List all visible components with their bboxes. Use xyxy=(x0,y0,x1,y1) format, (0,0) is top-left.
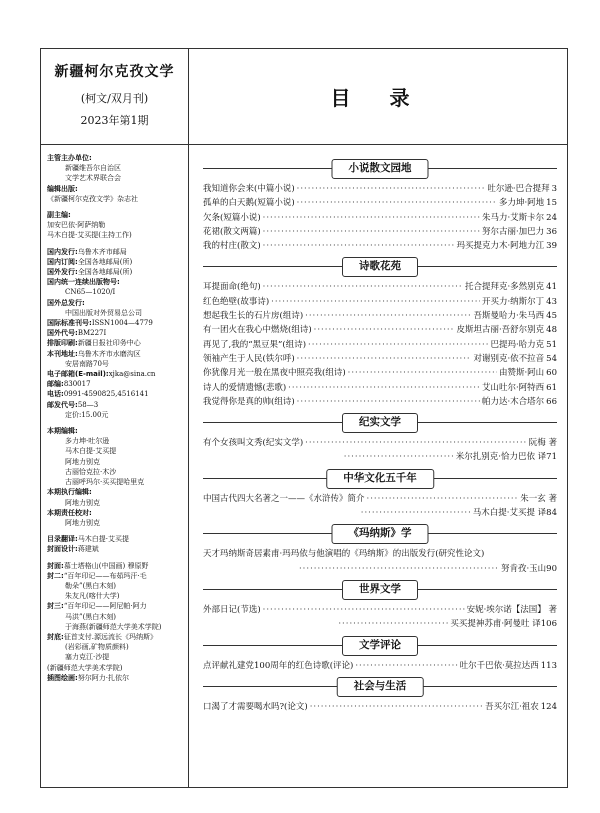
toc-page xyxy=(40,48,568,788)
section-title: 社会与生活 xyxy=(337,677,424,697)
entry-page: 48 xyxy=(546,325,557,336)
leader-dots xyxy=(355,659,457,673)
toc-entry-line xyxy=(203,323,557,337)
colophon-row xyxy=(47,369,188,379)
colophon-value: BM227I xyxy=(77,329,107,338)
toc-entry-line xyxy=(203,225,557,239)
section-header xyxy=(203,677,557,697)
magazine-header xyxy=(41,49,188,145)
entry-page: 24 xyxy=(546,212,557,223)
colophon-value: 古丽呼玛尔·买买提哈里克 xyxy=(65,478,145,487)
colophon-label: 邮发代号: xyxy=(47,400,78,409)
entry-translator: 买买提神苏甫·阿曼吐 译106 xyxy=(450,619,557,630)
entry-title: 孤单的白天鹅(短篇小说) xyxy=(203,198,295,209)
leader-dots xyxy=(263,239,455,253)
section-title: 世界文学 xyxy=(342,580,418,600)
sidebar xyxy=(41,49,189,787)
entry-page: 41 xyxy=(546,282,557,293)
magazine-subtitle: (柯文/双月刊) xyxy=(80,92,149,105)
toc-entry-line xyxy=(203,309,557,323)
entry-title: 有一团火在我心中燃烧(组诗) xyxy=(203,325,312,336)
toc-entry[interactable] xyxy=(203,700,557,714)
entry-author: 吐尔逊·巴合提拜 xyxy=(487,184,550,194)
toc-entry-line xyxy=(203,381,557,395)
toc-entry[interactable] xyxy=(203,436,557,465)
entry-author: 玛买提克力木·阿地力江 xyxy=(456,241,545,252)
entry-title: 我知道你会来(中篇小说) xyxy=(203,184,295,194)
colophon-label: 本期执行编辑: xyxy=(47,488,92,497)
entry-title: 耳提面命(绝句) xyxy=(203,282,261,293)
colophon-row xyxy=(47,220,188,230)
entry-page: 61 xyxy=(546,382,557,393)
toc-entry-line xyxy=(203,366,557,380)
colophon-row xyxy=(47,277,188,287)
colophon-value: 马木白提·艾买提(主持工作) xyxy=(47,231,132,240)
colophon-label: 电话: xyxy=(47,390,64,399)
toc-title: 目 录 xyxy=(189,49,567,145)
entry-author: 朱马力·艾斯卡尔 xyxy=(481,212,545,223)
entry-author: 阮梅 著 xyxy=(528,438,557,449)
colophon-row xyxy=(47,612,188,622)
leader-dots xyxy=(310,700,483,714)
colophon-label: 国外代号: xyxy=(47,329,78,338)
entry-page: 66 xyxy=(546,396,557,407)
colophon-value: 马木白提·艾买提 xyxy=(65,447,117,456)
entry-title: 你犹像月光一般在黑夜中照亮我(组诗) xyxy=(203,368,346,379)
entry-translator-line xyxy=(203,506,557,520)
entry-title: 欠条(短篇小说) xyxy=(203,212,261,223)
colophon-row xyxy=(47,518,188,528)
entry-title: 外部日记(节选) xyxy=(203,604,261,615)
entry-author: 托合提拜克·多然别克 xyxy=(464,282,545,293)
colophon-row xyxy=(47,544,188,554)
colophon-label: 封二: xyxy=(47,571,64,580)
colophon-value: 安居南路70号 xyxy=(65,359,109,368)
entry-translator-line xyxy=(203,450,557,464)
section-header xyxy=(203,413,557,433)
colophon-row xyxy=(47,571,188,581)
toc-sections xyxy=(189,145,567,714)
colophon-row xyxy=(47,410,188,420)
toc-entry[interactable] xyxy=(203,211,557,225)
colophon-row xyxy=(47,446,188,456)
toc-entry[interactable] xyxy=(203,225,557,239)
colophon-row xyxy=(47,632,188,642)
leader-dots xyxy=(305,436,527,450)
colophon-value: 全国各地邮局(所) xyxy=(77,268,133,277)
colophon-row xyxy=(47,247,188,257)
toc-entry[interactable] xyxy=(203,366,557,380)
colophon-label: 本刊地址: xyxy=(47,349,78,358)
leader-dots xyxy=(299,562,499,576)
entry-page: 54 xyxy=(546,353,557,364)
colophon-row xyxy=(47,153,188,163)
colophon-value: 新疆维吾尔自治区 xyxy=(65,164,121,173)
colophon-row xyxy=(47,359,188,369)
colophon-value: 830017 xyxy=(63,380,91,389)
toc-entry-line xyxy=(203,700,557,714)
section-header xyxy=(203,580,557,600)
magazine-issue: 2023年第1期 xyxy=(80,114,149,127)
entry-page: 124 xyxy=(540,701,557,712)
colophon-row xyxy=(47,561,188,571)
colophon-value: 征首支付.源远流长《玛纳斯》 xyxy=(63,632,158,641)
section-title: 文学评论 xyxy=(342,636,418,656)
colophon-label: 国外发行: xyxy=(47,268,78,277)
colophon-row xyxy=(47,194,188,204)
entry-title: 诗人的爱情遗憾(悲歌) xyxy=(203,382,287,393)
colophon-label: 国内发行: xyxy=(47,247,78,256)
entry-page: 113 xyxy=(540,660,557,671)
toc-entry-line xyxy=(203,196,557,210)
entry-title: 点评献礼建党100周年的红色诗歌(评论) xyxy=(203,660,354,671)
colophon-label: 电子邮箱(E-mail): xyxy=(47,370,109,379)
leader-dots xyxy=(263,280,463,294)
leader-dots xyxy=(288,381,480,395)
colophon-label: 副主编: xyxy=(47,211,71,220)
toc-entry[interactable] xyxy=(203,323,557,337)
leader-dots xyxy=(297,196,497,210)
entry-page: 3 xyxy=(551,184,557,194)
colophon-value: 勒朵”(黑白木刻) xyxy=(65,581,117,590)
colophon-value: 朱友凡(喀什大学) xyxy=(65,592,120,601)
colophon-label: 排版印刷: xyxy=(47,339,78,348)
entry-page: 60 xyxy=(546,368,557,379)
section-title: 《玛纳斯》学 xyxy=(332,524,429,544)
toc-entry-line xyxy=(203,352,557,366)
entry-title: 口渴了才需要喝水吗?(论文) xyxy=(203,701,308,712)
toc-entry[interactable] xyxy=(203,659,557,673)
entry-translator: 努肯孜·玉山90 xyxy=(500,563,557,574)
leader-dots xyxy=(271,295,480,309)
colophon-label: 封三: xyxy=(47,602,64,611)
toc-entry-line xyxy=(203,338,557,352)
colophon-value: “百年印记——阿尼帕·阿力 xyxy=(63,602,147,611)
colophon-row xyxy=(47,498,188,508)
colophon-value: 马木白提·艾买提 xyxy=(77,535,130,544)
colophon-row xyxy=(47,287,188,297)
entry-page: 45 xyxy=(546,311,557,322)
entry-author: 艾山吐尔·阿特西 xyxy=(481,382,545,393)
section-header xyxy=(203,524,557,544)
colophon-label: 国内订阅: xyxy=(47,257,78,266)
colophon-value: 马洪”(黑白木刻) xyxy=(65,612,117,621)
colophon-row xyxy=(47,328,188,338)
colophon-label: 国内统一连续出版物号: xyxy=(47,278,120,287)
entry-page: 43 xyxy=(546,296,557,307)
section-title: 诗歌花苑 xyxy=(342,257,418,277)
entry-page: 36 xyxy=(546,226,557,237)
entry-author: 努尔古丽·加巴力 xyxy=(481,226,545,237)
toc-entry-line xyxy=(203,547,557,561)
entry-title: 天才玛纳斯奇居素甫·玛玛依与他演唱的《玛纳斯》的出版发行(研究性论文) xyxy=(203,549,485,560)
colophon-label: 主管主办单位: xyxy=(47,154,92,162)
colophon-label: 国际标准刊号: xyxy=(47,319,92,328)
entry-author: 朱一玄 著 xyxy=(520,493,557,504)
leader-dots xyxy=(367,492,519,506)
section-title: 中华文化五千年 xyxy=(326,469,434,489)
leader-dots xyxy=(344,450,454,464)
entry-translator: 马木白提·艾买提 译84 xyxy=(472,508,557,519)
colophon-row xyxy=(47,257,188,267)
toc-entry-line xyxy=(203,436,557,450)
leader-dots xyxy=(305,309,471,323)
colophon-value: 0991-4590825,4516141 xyxy=(63,390,149,399)
colophon xyxy=(41,145,188,683)
colophon-value: xjka@sina.cn xyxy=(108,370,156,379)
colophon-row xyxy=(47,426,188,436)
entry-title: 中国古代四大名著之一——《水浒传》简介 xyxy=(203,493,365,504)
colophon-value: 阿地力别克 xyxy=(65,518,100,527)
colophon-label: 目录翻译: xyxy=(47,535,78,544)
toc-entry[interactable] xyxy=(203,182,557,196)
toc-entry-line xyxy=(203,280,557,294)
toc-entry-line xyxy=(203,295,557,309)
toc-entry[interactable] xyxy=(203,395,557,409)
entry-author: 巴提玛·哈力克 xyxy=(490,339,545,350)
colophon-value: 阿地力别克 xyxy=(65,498,100,507)
colophon-value: 全国各地邮局(所) xyxy=(77,257,133,266)
entry-author: 帕力达·木合塔尔 xyxy=(481,396,545,407)
section-title: 小说散文园地 xyxy=(332,159,429,179)
colophon-value: 定价:15.00元 xyxy=(65,410,109,419)
colophon-row xyxy=(47,308,188,318)
toc-entry-line xyxy=(203,659,557,673)
toc-main xyxy=(189,49,567,787)
colophon-row xyxy=(47,591,188,601)
colophon-label: 国外总发行: xyxy=(47,298,85,307)
leader-dots xyxy=(263,225,480,239)
colophon-row xyxy=(47,673,188,683)
toc-entry[interactable] xyxy=(203,547,557,576)
colophon-label: 封面设计: xyxy=(47,545,78,554)
colophon-row xyxy=(47,534,188,544)
colophon-value: (新疆师范大学美术学院) xyxy=(47,663,123,672)
entry-translator-line xyxy=(203,562,557,576)
entry-title: 我觉得你是真的帅(组诗) xyxy=(203,396,295,407)
colophon-row xyxy=(47,457,188,467)
colophon-row xyxy=(47,210,188,220)
colophon-row xyxy=(47,298,188,308)
entry-translator: 米尔扎别克·恰力巴依 译71 xyxy=(455,452,557,463)
leader-dots xyxy=(297,182,486,196)
colophon-value: 乌鲁木齐市邮局 xyxy=(77,247,127,256)
colophon-row xyxy=(47,436,188,446)
leader-dots xyxy=(263,211,480,225)
colophon-label: 插图绘画: xyxy=(47,673,78,682)
leader-dots xyxy=(361,506,471,520)
colophon-label: 编辑出版: xyxy=(47,184,78,193)
colophon-row xyxy=(47,379,188,389)
entry-author: 吾斯曼哈力·朱马西 xyxy=(473,311,545,322)
colophon-row xyxy=(47,173,188,183)
colophon-value: 古丽恰克拉·木沙 xyxy=(65,467,117,476)
colophon-row xyxy=(47,400,188,410)
entry-title: 花裙(散文两篇) xyxy=(203,226,261,237)
colophon-row xyxy=(47,581,188,591)
colophon-value: 新疆日报社印务中心 xyxy=(77,339,141,348)
section-title: 纪实文学 xyxy=(342,413,418,433)
colophon-value: 《新疆柯尔克孜文学》杂志社 xyxy=(47,194,138,203)
colophon-row xyxy=(47,230,188,240)
toc-entry[interactable] xyxy=(203,352,557,366)
colophon-row xyxy=(47,477,188,487)
leader-dots xyxy=(348,366,497,380)
colophon-row xyxy=(47,652,188,662)
colophon-row xyxy=(47,663,188,673)
colophon-row xyxy=(47,184,188,194)
toc-entry[interactable] xyxy=(203,309,557,323)
colophon-value: 蒋建斌 xyxy=(77,545,99,554)
colophon-row xyxy=(47,622,188,632)
colophon-value: 加安巴依·阿萨纳勒 xyxy=(47,221,106,230)
toc-entry-line xyxy=(203,492,557,506)
toc-entry[interactable] xyxy=(203,338,557,352)
entry-author: 吐尔千巴依·莫拉达西 xyxy=(459,660,539,671)
colophon-value: 慕士塔格山(中国画) 穆原野 xyxy=(63,561,149,570)
colophon-value: 努尔阿力·扎依尔 xyxy=(77,673,130,682)
colophon-label: 本期责任校对: xyxy=(47,508,92,517)
leader-dots xyxy=(297,395,480,409)
colophon-row xyxy=(47,487,188,497)
toc-entry[interactable] xyxy=(203,603,557,632)
colophon-label: 封底: xyxy=(47,632,64,641)
colophon-value: 文学艺术界联合会 xyxy=(65,174,121,183)
colophon-value: CN65—1020/I xyxy=(65,288,116,297)
colophon-value: “百年印记——布茹玛汗·毛 xyxy=(63,571,147,580)
entry-title: 红色绝壁(故事诗) xyxy=(203,296,270,307)
colophon-row xyxy=(47,318,188,328)
toc-entry-line xyxy=(203,182,557,196)
entry-title: 我的村庄(散文) xyxy=(203,241,261,252)
colophon-label: 本期编辑: xyxy=(47,427,78,436)
colophon-value: 阿地力别克 xyxy=(65,457,100,466)
colophon-row xyxy=(47,642,188,652)
entry-page: 39 xyxy=(546,241,557,252)
toc-entry[interactable] xyxy=(203,492,557,521)
entry-author: 皮斯坦古丽·吾舒尔别克 xyxy=(456,325,545,336)
leader-dots xyxy=(314,323,455,337)
colophon-row xyxy=(47,163,188,173)
section-header xyxy=(203,469,557,489)
toc-entry-line xyxy=(203,211,557,225)
colophon-row xyxy=(47,389,188,399)
toc-entry-line xyxy=(203,239,557,253)
leader-dots xyxy=(263,603,465,617)
leader-dots xyxy=(297,352,472,366)
colophon-row xyxy=(47,267,188,277)
leader-dots xyxy=(338,617,448,631)
magazine-title: 新疆柯尔克孜文学 xyxy=(54,64,175,80)
colophon-row xyxy=(47,601,188,611)
colophon-value: 多力坤·吐尔逊 xyxy=(65,437,110,446)
entry-author: 吾买尔江·祖农 xyxy=(485,701,539,712)
entry-author: 安妮·埃尔诺【法国】 著 xyxy=(466,604,557,615)
entry-title: 想起我生长的石片房(组诗) xyxy=(203,311,304,322)
leader-dots xyxy=(308,338,488,352)
toc-entry[interactable] xyxy=(203,381,557,395)
entry-author: 由赞斯·阿山 xyxy=(498,368,545,379)
entry-title: 领袖产生于人民(铁尔呼) xyxy=(203,353,295,364)
toc-entry[interactable] xyxy=(203,239,557,253)
colophon-row xyxy=(47,349,188,359)
entry-author: 对谢别克·依不拉音 xyxy=(473,353,545,364)
toc-entry-line xyxy=(203,603,557,617)
toc-entry[interactable] xyxy=(203,196,557,210)
colophon-value: 58—3 xyxy=(77,400,99,409)
colophon-value: ISSN1004—4779 xyxy=(91,319,153,328)
colophon-label: 邮编: xyxy=(47,380,64,389)
toc-entry-line xyxy=(203,395,557,409)
colophon-row xyxy=(47,508,188,518)
entry-translator-line xyxy=(203,617,557,631)
entry-title: 再见了,我的“黑豆果”(组诗) xyxy=(203,339,307,350)
toc-entry[interactable] xyxy=(203,280,557,294)
entry-author: 开买力·纳斯尔丁 xyxy=(481,296,545,307)
entry-author: 多力坤·阿地 xyxy=(498,198,545,209)
section-header xyxy=(203,257,557,277)
section-header xyxy=(203,636,557,656)
toc-entry[interactable] xyxy=(203,295,557,309)
entry-page: 51 xyxy=(546,339,557,350)
colophon-value: 乌鲁木齐市水磨沟区 xyxy=(77,349,141,358)
colophon-value: (岩彩画,矿物质颜料) xyxy=(65,643,129,652)
colophon-value: 塞力克江·沙提 xyxy=(65,653,110,662)
colophon-value: 中国出版对外贸易总公司 xyxy=(65,308,142,317)
colophon-value: 于海燕(新疆师范大学美术学院) xyxy=(65,622,162,631)
colophon-row xyxy=(47,338,188,348)
entry-page: 15 xyxy=(546,198,557,209)
entry-title: 有个女孩叫文秀(纪实文学) xyxy=(203,438,304,449)
colophon-label: 封面: xyxy=(47,561,64,570)
section-header xyxy=(203,159,557,179)
colophon-row xyxy=(47,467,188,477)
